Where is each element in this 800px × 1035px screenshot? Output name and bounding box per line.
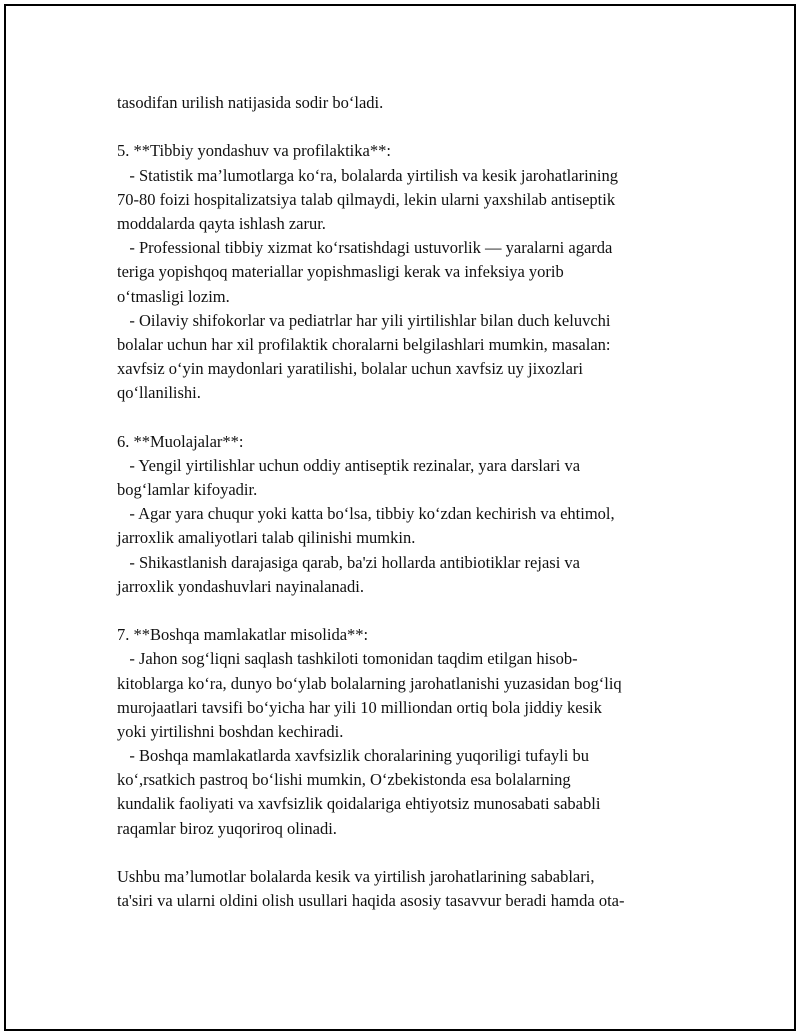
text-line: ko‘,rsatkich pastroq bo‘lishi mumkin, O‘zbekistonda esa bolalarning (117, 770, 571, 790)
text-line: - Yengil yirtilishlar uchun oddiy antiseptik rezinalar, yara darslari va (117, 455, 581, 475)
text-line: 7. **Boshqa mamlakatlar misolida**: (117, 625, 369, 645)
text-line: qo‘llanilishi. (117, 383, 201, 403)
text-line: teriga yopishqoq materiallar yopishmasligi kerak va infeksiya yorib (117, 262, 564, 282)
text-line: yoki yirtilishni boshdan kechiradi. (117, 721, 344, 741)
text-line: raqamlar biroz yuqoriroq olinadi. (117, 818, 337, 838)
blank-line (117, 841, 697, 865)
text-line: murojaatlari tavsifi bo‘yicha har yili 10 milliondan ortiq bola jiddiy kesik (117, 697, 602, 717)
text-line: 5. **Tibbiy yondashuv va profilaktika**: (117, 141, 391, 161)
text-line: bolalar uchun har xil profilaktik choralarni belgilashlari mumkin, masalan: (117, 334, 611, 354)
text-line: bog‘lamlar kifoyadir. (117, 480, 258, 499)
text-line: jarroxlik amaliyotlari talab qilinishi mumkin. (117, 528, 416, 548)
document-body (117, 91, 697, 913)
blank-line (117, 115, 697, 139)
text-line: ta'siri va ularni oldini olish usullari haqida asosiy tasavvur beradi hamda ota- (117, 891, 625, 911)
text-line: Ushbu ma’lumotlar bolalarda kesik va yirtilish jarohatlarining sabablari, (117, 867, 595, 886)
blank-line (117, 599, 697, 623)
text-line: moddalarda qayta ishlash zarur. (117, 213, 326, 233)
text-line: 70-80 foizi hospitalizatsiya talab qilmaydi, lekin ularni yaxshilab antiseptik (117, 189, 616, 209)
text-line: - Boshqa mamlakatlarda xavfsizlik choralarining yuqoriligi tufayli bu (117, 746, 589, 766)
text-line: - Shikastlanish darajasiga qarab, ba'zi hollarda antibiotiklar rejasi va (117, 552, 580, 572)
text-line: - Professional tibbiy xizmat ko‘rsatishdagi ustuvorlik — yaralarni agarda (117, 238, 613, 258)
text-line: - Oilaviy shifokorlar va pediatrlar har yili yirtilishlar bilan duch keluvchi (117, 310, 611, 330)
blank-line (117, 405, 697, 429)
text-line: xavfsiz o‘yin maydonlari yaratilishi, bolalar uchun xavfsiz uy jixozlari (117, 359, 583, 379)
text-line: - Agar yara chuqur yoki katta bo‘lsa, tibbiy ko‘zdan kechirish va ehtimol, (117, 504, 615, 524)
text-line: kitoblarga ko‘ra, dunyo bo‘ylab bolalarning jarohatlanishi yuzasidan bog‘liq (117, 673, 622, 693)
text-line: 6. **Muolajalar**: (117, 431, 244, 451)
text-line: - Jahon sog‘liqni saqlash tashkiloti tomonidan taqdim etilgan hisob- (117, 649, 578, 669)
text-line: kundalik faoliyati va xavfsizlik qoidalariga ehtiyotsiz munosabati sababli (117, 794, 601, 814)
text-line: - Statistik ma’lumotlarga ko‘ra, bolalarda yirtilish va kesik jarohatlarining (117, 165, 618, 185)
text-line: o‘tmasligi lozim. (117, 286, 230, 306)
text-line: jarroxlik yondashuvlari nayinalanadi. (117, 576, 364, 596)
text-line: tasodifan urilish natijasida sodir bo‘ladi. (117, 93, 384, 112)
